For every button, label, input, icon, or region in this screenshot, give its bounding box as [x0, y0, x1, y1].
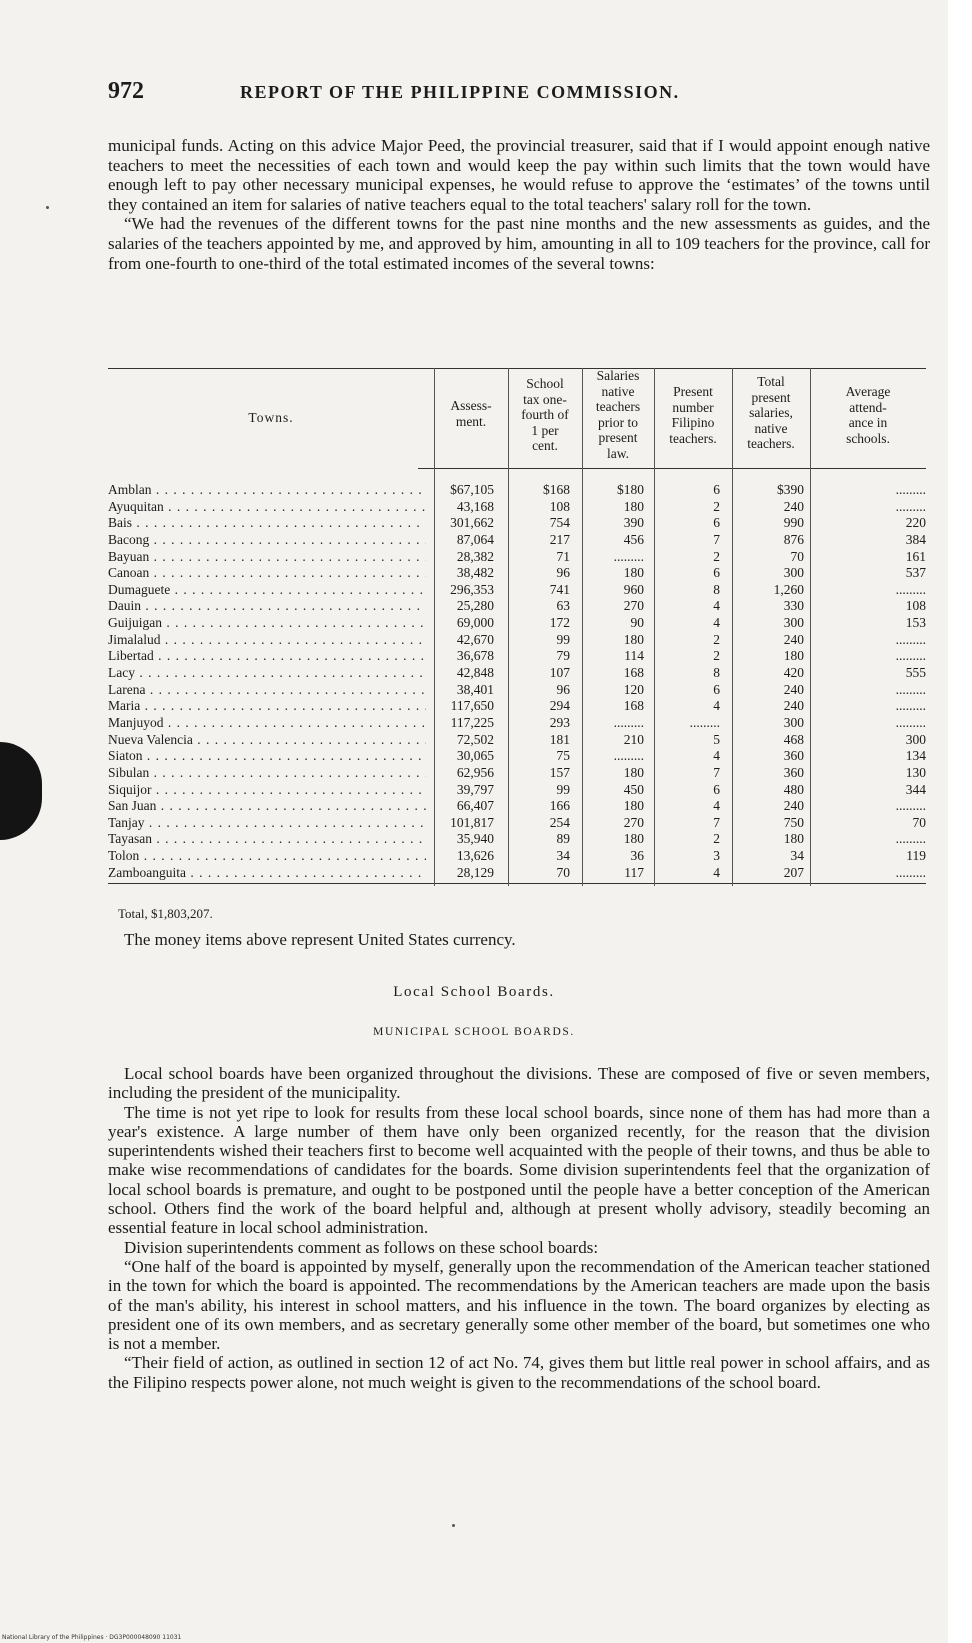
table-cell-present-number: 4 — [713, 698, 720, 714]
intro-text — [108, 136, 930, 273]
table-row — [108, 715, 926, 732]
table-cell-salaries-prior: 180 — [623, 831, 644, 847]
table-cell-salaries-prior: 180 — [623, 631, 644, 647]
table-cell-school-tax: 254 — [549, 814, 570, 830]
scan-credit: National Library of the Philippines · DG3P000048090 11031 — [2, 1634, 182, 1641]
header-average-attendance: Average attend- ance in schools. — [845, 384, 891, 446]
table-cell-assessment: 35,940 — [456, 831, 494, 847]
table-cell-attendance: 344 — [905, 781, 926, 797]
table-cell-assessment: 28,382 — [456, 548, 494, 564]
header-present-number: Present number Filipino teachers. — [669, 384, 717, 446]
table-cell-assessment: 69,000 — [456, 615, 494, 631]
table-cell-attendance: 300 — [905, 731, 926, 747]
table-row — [108, 598, 926, 615]
table-cell-school-tax: $168 — [543, 482, 570, 497]
table-cell-attendance: 119 — [906, 848, 926, 864]
table-cell-assessment: 301,662 — [450, 515, 494, 531]
table-cell-attendance: 70 — [912, 814, 926, 830]
table-cell-total-salaries: 180 — [783, 648, 804, 664]
page-number: 972 — [108, 78, 144, 104]
table-cell-assessment: 72,502 — [456, 731, 494, 747]
table-cell-salaries-prior: 210 — [623, 731, 644, 747]
table-cell-attendance: ......... — [895, 698, 926, 714]
table-cell-present-number: ......... — [689, 714, 720, 730]
table-cell-assessment: 30,065 — [456, 748, 494, 764]
table-cell-salaries-prior: 36 — [630, 848, 644, 864]
table-row — [108, 632, 926, 649]
table-cell-salaries-prior: 960 — [623, 581, 644, 597]
table-cell-total-salaries: 240 — [783, 681, 804, 697]
table-cell-salaries-prior: 456 — [623, 531, 644, 547]
table-cell-assessment: 36,678 — [456, 648, 494, 664]
table-cell-present-number: 6 — [713, 515, 720, 531]
table-cell-salaries-prior: 450 — [623, 781, 644, 797]
table-cell-school-tax: 217 — [549, 531, 570, 547]
table-row — [108, 499, 926, 516]
table-cell-total-salaries: 240 — [783, 698, 804, 714]
header-salaries-prior: Salaries native teachers prior to present law. — [595, 368, 641, 461]
table-cell-school-tax: 99 — [556, 781, 570, 797]
table-cell-town: Siquijor . . . — [108, 782, 426, 798]
table-cell-town: Siaton . . . — [108, 748, 426, 764]
table-cell-town: Tolon . . . — [108, 848, 426, 864]
table-cell-present-number: 4 — [713, 598, 720, 614]
money-note: The money items above represent United States currency. — [124, 930, 516, 949]
table-cell-attendance: ......... — [895, 864, 926, 880]
table-cell-present-number: 6 — [713, 482, 720, 497]
table-cell-town: Guijuigan . . . — [108, 615, 426, 631]
table-cell-present-number: 7 — [713, 814, 720, 830]
table-cell-attendance: ......... — [895, 482, 926, 497]
table-cell-attendance: ......... — [895, 681, 926, 697]
table-cell-assessment: 28,129 — [456, 864, 494, 880]
header-school-tax: School tax one- fourth of 1 per cent. — [521, 376, 569, 453]
table-cell-town: Dauin . . . — [108, 598, 426, 614]
paragraph: municipal funds. Acting on this advice Major Peed, the provincial treasurer, said that if I would appoint enough native teachers to meet the necessities of each town and would keep the pay within such limits that the town would have enough left to pay other necessary municipal expenses, he would refuse to approve the ‘estimates’ of the towns until they contained an item for salaries of native teachers equal to the total teachers' salary roll for the town. — [108, 136, 930, 214]
table-cell-attendance: ......... — [895, 581, 926, 597]
table-row — [108, 865, 926, 882]
table-top-rule — [108, 368, 926, 369]
table-cell-assessment: 296,353 — [450, 581, 494, 597]
table-cell-assessment: 117,225 — [450, 714, 494, 730]
table-cell-total-salaries: 990 — [783, 515, 804, 531]
table-cell-salaries-prior: 120 — [623, 681, 644, 697]
table-cell-total-salaries: 300 — [783, 615, 804, 631]
table-cell-attendance: 108 — [905, 598, 926, 614]
table-cell-total-salaries: 750 — [783, 814, 804, 830]
section-title: Local School Boards. — [393, 984, 555, 1000]
table-cell-present-number: 8 — [713, 665, 720, 681]
table-row — [108, 682, 926, 699]
table-cell-school-tax: 754 — [549, 515, 570, 531]
table-bottom-rule — [108, 883, 926, 884]
table-cell-school-tax: 172 — [549, 615, 570, 631]
table-cell-school-tax: 294 — [549, 698, 570, 714]
table-cell-assessment: 87,064 — [456, 531, 494, 547]
table-cell-town: Sibulan . . . — [108, 765, 426, 781]
table-cell-salaries-prior: 180 — [623, 764, 644, 780]
table-cell-present-number: 7 — [713, 531, 720, 547]
table-cell-attendance: 537 — [905, 565, 926, 581]
table-row — [108, 648, 926, 665]
table-cell-town: Dumaguete . . . — [108, 582, 426, 598]
total-note: Total, $1,803,207. — [118, 906, 213, 921]
table-cell-town: Lacy . . . — [108, 665, 426, 681]
table-cell-school-tax: 741 — [549, 581, 570, 597]
scan-shadow — [0, 742, 42, 840]
header-towns: Towns. — [248, 410, 294, 425]
table-cell-present-number: 4 — [713, 864, 720, 880]
table-cell-school-tax: 96 — [556, 565, 570, 581]
table-cell-salaries-prior: ......... — [613, 548, 644, 564]
table-row — [108, 815, 926, 832]
table-cell-school-tax: 293 — [549, 714, 570, 730]
table-cell-attendance: 384 — [905, 531, 926, 547]
table-cell-assessment: 62,956 — [456, 764, 494, 780]
table-cell-town: Tayasan . . . — [108, 831, 426, 847]
table-cell-assessment: 25,280 — [456, 598, 494, 614]
table-cell-school-tax: 107 — [549, 665, 570, 681]
table-cell-school-tax: 99 — [556, 631, 570, 647]
table-row — [108, 765, 926, 782]
table-cell-attendance: 130 — [905, 764, 926, 780]
paragraph: “One half of the board is appointed by myself, generally upon the recommendation of the American teacher stationed in the town for which the board is appointed. The recommendations by the American teachers are made upon the basis of the man's ability, his interest in school matters, and his influence in the town. The board organizes by electing as president one of its own members, and as secretary generally some other member of the board, but sometimes one who is not a member. — [108, 1256, 930, 1354]
table-row — [108, 565, 926, 582]
table-cell-town: Bayuan . . . — [108, 549, 426, 565]
table-cell-assessment: 117,650 — [450, 698, 494, 714]
table-cell-school-tax: 166 — [549, 798, 570, 814]
table-cell-school-tax: 157 — [549, 764, 570, 780]
table-cell-salaries-prior: 114 — [624, 648, 644, 664]
table-cell-total-salaries: 1,260 — [773, 581, 804, 597]
table-cell-assessment: 42,670 — [456, 631, 494, 647]
table-cell-total-salaries: $390 — [777, 482, 804, 497]
table-cell-school-tax: 181 — [549, 731, 570, 747]
table-cell-present-number: 3 — [713, 848, 720, 864]
table-cell-assessment: 43,168 — [456, 498, 494, 514]
table-cell-assessment: 38,401 — [456, 681, 494, 697]
table-cell-school-tax: 96 — [556, 681, 570, 697]
header-bottom-rule — [418, 468, 926, 469]
paragraph: “Their field of action, as outlined in section 12 of act No. 74, gives them but little real power in school affairs, and as the Filipino respects power alone, not much weight is given to the recommendations of the school board. — [108, 1353, 930, 1392]
table-cell-present-number: 4 — [713, 798, 720, 814]
table-cell-assessment: 13,626 — [456, 848, 494, 864]
table-cell-total-salaries: 240 — [783, 631, 804, 647]
table-cell-attendance: 555 — [905, 665, 926, 681]
scan-margin — [948, 0, 972, 1643]
table-row — [108, 665, 926, 682]
table-cell-assessment: $67,105 — [450, 482, 494, 497]
table-cell-town: Bacong . . . — [108, 532, 426, 548]
table-row — [108, 532, 926, 549]
table-cell-town: San Juan . . . — [108, 798, 426, 814]
page-header — [108, 78, 778, 112]
table-cell-salaries-prior: $180 — [617, 482, 644, 497]
table-row — [108, 549, 926, 566]
table-cell-school-tax: 71 — [556, 548, 570, 564]
scan-speck — [46, 206, 49, 209]
table-row — [108, 798, 926, 815]
table-row — [108, 748, 926, 765]
table-row — [108, 582, 926, 599]
table-cell-total-salaries: 300 — [783, 714, 804, 730]
table-cell-town: Nueva Valencia . . . — [108, 732, 426, 748]
paragraph: “We had the revenues of the different towns for the past nine months and the new assessments as guides, and the salaries of the teachers appointed by me, and approved by him, amounting in all to 109 teachers for the province, call for from one-fourth to one-third of the total estimated incomes of the several towns: — [108, 214, 930, 273]
table-cell-school-tax: 89 — [556, 831, 570, 847]
table-row — [108, 515, 926, 532]
table-cell-total-salaries: 70 — [790, 548, 804, 564]
table-cell-salaries-prior: ......... — [613, 714, 644, 730]
table-cell-attendance: ......... — [895, 714, 926, 730]
table-cell-total-salaries: 240 — [783, 798, 804, 814]
table-cell-town: Maria . . . — [108, 698, 426, 714]
header-assessment: Assess- ment. — [450, 398, 492, 429]
table-cell-attendance: 161 — [905, 548, 926, 564]
table-row — [108, 732, 926, 749]
table-cell-assessment: 39,797 — [456, 781, 494, 797]
table-cell-assessment: 101,817 — [450, 814, 494, 830]
header-total-present: Total present salaries, native teachers. — [747, 374, 795, 451]
table-row — [108, 615, 926, 632]
table-cell-total-salaries: 240 — [783, 498, 804, 514]
table-cell-total-salaries: 360 — [783, 764, 804, 780]
table-cell-school-tax: 75 — [556, 748, 570, 764]
table-cell-town: Larena . . . — [108, 682, 426, 698]
table-cell-town: Manjuyod . . . — [108, 715, 426, 731]
paragraph: Local school boards have been organized throughout the divisions. These are composed of five or seven members, including the president of the municipality. — [108, 1064, 930, 1103]
table-row — [108, 848, 926, 865]
scan-speck — [452, 1524, 455, 1527]
table-cell-salaries-prior: 180 — [623, 498, 644, 514]
table-body — [108, 482, 926, 881]
table-cell-salaries-prior: 270 — [623, 598, 644, 614]
table-cell-salaries-prior: 117 — [624, 864, 644, 880]
table-cell-town: Tanjay . . . — [108, 815, 426, 831]
table-cell-attendance: 153 — [905, 615, 926, 631]
table-cell-total-salaries: 207 — [783, 864, 804, 880]
table-cell-present-number: 4 — [713, 748, 720, 764]
table-cell-total-salaries: 300 — [783, 565, 804, 581]
table-cell-assessment: 66,407 — [456, 798, 494, 814]
table-cell-town: Bais . . . — [108, 515, 426, 531]
table-cell-present-number: 2 — [713, 631, 720, 647]
table-cell-salaries-prior: ......... — [613, 748, 644, 764]
table-cell-total-salaries: 468 — [783, 731, 804, 747]
table-cell-present-number: 2 — [713, 648, 720, 664]
table-row — [108, 831, 926, 848]
table-cell-present-number: 6 — [713, 681, 720, 697]
subsection-title: MUNICIPAL SCHOOL BOARDS. — [373, 1026, 575, 1038]
paragraph: Division superintendents comment as follows on these school boards: — [124, 1237, 599, 1257]
table-cell-school-tax: 70 — [556, 864, 570, 880]
table-cell-total-salaries: 180 — [783, 831, 804, 847]
table-cell-salaries-prior: 390 — [623, 515, 644, 531]
table-cell-school-tax: 63 — [556, 598, 570, 614]
table-cell-attendance: ......... — [895, 798, 926, 814]
table-cell-town: Zamboanguita . . . — [108, 865, 426, 881]
table-cell-total-salaries: 480 — [783, 781, 804, 797]
table-cell-salaries-prior: 168 — [623, 665, 644, 681]
table-cell-salaries-prior: 270 — [623, 814, 644, 830]
body-text — [108, 1064, 930, 1392]
table-cell-present-number: 4 — [713, 615, 720, 631]
towns-table — [108, 368, 926, 886]
table-cell-assessment: 38,482 — [456, 565, 494, 581]
table-cell-assessment: 42,848 — [456, 665, 494, 681]
table-cell-total-salaries: 876 — [783, 531, 804, 547]
table-cell-total-salaries: 360 — [783, 748, 804, 764]
table-row — [108, 782, 926, 799]
table-cell-present-number: 2 — [713, 831, 720, 847]
table-cell-town: Amblan . . . — [108, 482, 426, 498]
table-cell-total-salaries: 420 — [783, 665, 804, 681]
table-cell-present-number: 5 — [713, 731, 720, 747]
table-cell-school-tax: 34 — [556, 848, 570, 864]
table-cell-attendance: ......... — [895, 498, 926, 514]
table-cell-town: Jimalalud . . . — [108, 632, 426, 648]
table-cell-attendance: ......... — [895, 631, 926, 647]
table-cell-attendance: 134 — [905, 748, 926, 764]
table-cell-salaries-prior: 180 — [623, 798, 644, 814]
table-cell-present-number: 6 — [713, 781, 720, 797]
table-cell-school-tax: 108 — [549, 498, 570, 514]
table-cell-present-number: 7 — [713, 764, 720, 780]
table-cell-town: Ayuquitan . . . — [108, 499, 426, 515]
paragraph: The time is not yet ripe to look for results from these local school boards, since none of them has had more than a year's existence. A large number of them have only been organized recently, for the reason that the division superintendents wished their teachers first to become well acquainted with the people of their towns, and thus be able to make wise recommendations of candidates for the boards. Some division superintendents feel that the organization of local school boards is premature, and ought to be postponed until the people have a better conception of the American school. Others find the work of the board helpful and, although at present wholly advisory, steadily becoming an essential feature in local school administration. — [108, 1102, 930, 1238]
table-cell-present-number: 2 — [713, 548, 720, 564]
running-title: REPORT OF THE PHILIPPINE COMMISSION. — [240, 82, 680, 102]
table-cell-attendance: ......... — [895, 648, 926, 664]
table-cell-total-salaries: 34 — [790, 848, 804, 864]
table-cell-attendance: ......... — [895, 831, 926, 847]
table-cell-attendance: 220 — [905, 515, 926, 531]
table-cell-town: Canoan . . . — [108, 565, 426, 581]
table-cell-town: Libertad . . . — [108, 648, 426, 664]
table-cell-present-number: 8 — [713, 581, 720, 597]
table-cell-salaries-prior: 180 — [623, 565, 644, 581]
table-row — [108, 698, 926, 715]
table-cell-present-number: 2 — [713, 498, 720, 514]
table-cell-school-tax: 79 — [556, 648, 570, 664]
table-cell-total-salaries: 330 — [783, 598, 804, 614]
table-cell-present-number: 6 — [713, 565, 720, 581]
table-cell-salaries-prior: 90 — [630, 615, 644, 631]
table-row — [108, 482, 926, 499]
table-cell-salaries-prior: 168 — [623, 698, 644, 714]
